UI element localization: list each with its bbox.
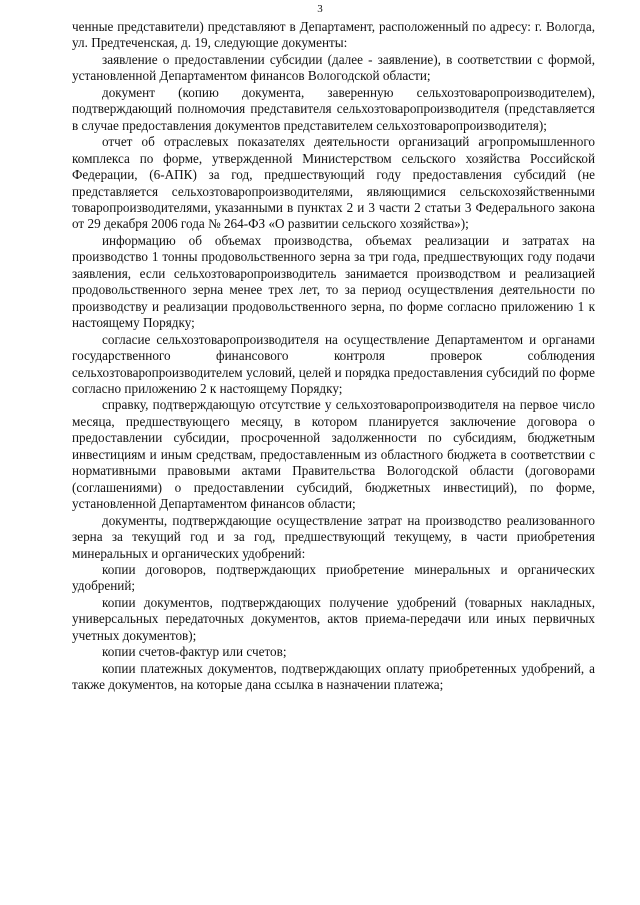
document-body bbox=[72, 19, 595, 694]
paragraph-cost-documents: документы, подтверждающие осуществление затрат на производство реализованного зерна за текущий год и за год, предшествующий текущему, в части приобретения минеральных и органических удобрений: bbox=[72, 512, 595, 561]
paragraph-production-info: информацию об объемах производства, объемах реализации и затратах на производство 1 тонны продовольственного зерна за три года, предшествующих году подачи заявления, если сельхозтоваропроизводитель занимается производством и реализацией продовольственного зерна менее трех лет, то за период осуществления деятельности по производству и реализации продовольственного зерна, по форме согласно приложению 1 к настоящему Порядку; bbox=[72, 232, 595, 331]
paragraph-consent: согласие сельхозтоваропроизводителя на осуществление Департаментом и органами государственного финансового контроля проверок соблюдения сельхозтоваропроизводителем условий, целей и порядка предоставления субсидий по форме согласно приложению 2 к настоящему Порядку; bbox=[72, 331, 595, 396]
paragraph-debt-certificate: справку, подтверждающую отсутствие у сельхозтоваропроизводителя на первое число месяца, предшествующего месяцу, в котором планируется заключение договора о предоставлении субсидии, просроченной задолженности по субсидиям, бюджетным инвестициям и иным средствам, предоставленным из областного бюджета в соответствии с нормативными правовыми актами Правительства Вологодской области (договорами (соглашениями) о предоставлении субсидий, бюджетных инвестиций), по форме, установленной Департаментом финансов области; bbox=[72, 397, 595, 512]
page-number: 3 bbox=[317, 3, 323, 15]
paragraph-receipt-copies: копии документов, подтверждающих получение удобрений (товарных накладных, универсальных передаточных документов, актов приема-передачи или иных первичных учетных документов); bbox=[72, 594, 595, 643]
paragraph-intro: ченные представители) представляют в Департамент, расположенный по адресу: г. Вологда, ул. Предтеченская, д. 19, следующие документы: bbox=[72, 19, 595, 51]
paragraph-apk-report: отчет об отраслевых показателях деятельности организаций агропромышленного комплекса по форме, утвержденной Министерством сельского хозяйства Российской Федерации, (6-АПК) за год, предшествующий году предоставления субсидий (не представляется сельхозтоваропроизводителями, являющимися сельскохозяйственными товаропроизводителями, указанными в пунктах 2 и 3 части 2 статьи 3 Федерального закона от 29 декабря 2006 года № 264-ФЗ «О развитии сельского хозяйства»); bbox=[72, 134, 595, 232]
paragraph-authority-document: документ (копию документа, заверенную сельхозтоваропроизводителем), подтверждающий полномочия представителя сельхозтоваропроизводителя (представляется в случае предоставления документов представителем сельхозтоваропроизводителя); bbox=[72, 84, 595, 133]
paragraph-invoice-copies: копии счетов-фактур или счетов; bbox=[102, 644, 287, 660]
paragraph-application: заявление о предоставлении субсидии (далее - заявление), в соответствии с формой, установленной Департаментом финансов Вологодской области; bbox=[72, 51, 595, 84]
paragraph-payment-copies: копии платежных документов, подтверждающих оплату приобретенных удобрений, а также документов, на которые дана ссылка в назначении платежа; bbox=[72, 660, 595, 693]
paragraph-contract-copies: копии договоров, подтверждающих приобретение минеральных и органических удобрений; bbox=[72, 561, 595, 594]
